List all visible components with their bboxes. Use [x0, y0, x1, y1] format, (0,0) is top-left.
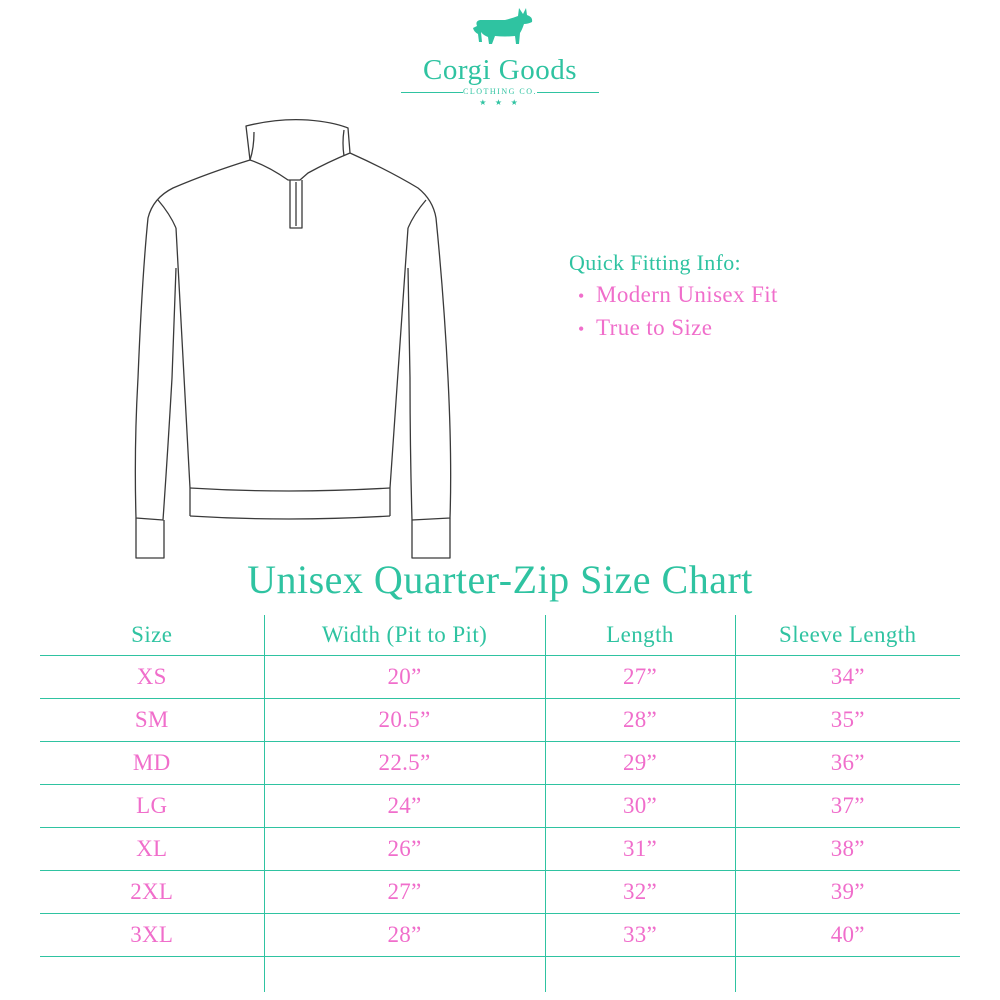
- cell-width: 22.5”: [264, 742, 545, 785]
- cell-width: 26”: [264, 828, 545, 871]
- cell-size: 2XL: [40, 871, 264, 914]
- corgi-icon: [395, 6, 605, 56]
- header-sleeve-length: Sleeve Length: [735, 615, 960, 656]
- header-length: Length: [545, 615, 735, 656]
- size-table: [40, 615, 960, 992]
- fit-list: [569, 282, 778, 341]
- cell-sleeve: 40”: [735, 914, 960, 957]
- brand-logo: [395, 6, 605, 108]
- header-width: Width (Pit to Pit): [264, 615, 545, 656]
- brand-rule-right: [537, 92, 599, 93]
- cell-length: 27”: [545, 656, 735, 699]
- cell-length: 30”: [545, 785, 735, 828]
- table-row: [40, 785, 960, 828]
- fit-item-true-to-size: • True to Size: [596, 315, 778, 341]
- cell-length: 29”: [545, 742, 735, 785]
- cell-sleeve: 38”: [735, 828, 960, 871]
- table-row: [40, 742, 960, 785]
- table-header-row: [40, 615, 960, 656]
- fit-item-modern-unisex: • Modern Unisex Fit: [596, 282, 778, 308]
- cell-length: 33”: [545, 914, 735, 957]
- cell-sleeve: 37”: [735, 785, 960, 828]
- cell-length: 32”: [545, 871, 735, 914]
- table-row: [40, 828, 960, 871]
- table-row: [40, 871, 960, 914]
- size-chart-title: Unisex Quarter-Zip Size Chart: [247, 557, 753, 602]
- cell-width: 24”: [264, 785, 545, 828]
- cell-length: 31”: [545, 828, 735, 871]
- brand-wordmark: Corgi Goods: [422, 54, 577, 86]
- cell-width: 20”: [264, 656, 545, 699]
- cell-size: SM: [40, 699, 264, 742]
- brand-subline: CLOTHING CO.: [463, 87, 537, 96]
- table-row: [40, 914, 960, 957]
- table-row: [40, 656, 960, 699]
- cell-sleeve: 36”: [735, 742, 960, 785]
- table-empty-row: [40, 957, 960, 993]
- brand-stars: ★ ★ ★: [479, 98, 521, 107]
- cell-length: 28”: [545, 699, 735, 742]
- header-size: Size: [40, 615, 264, 656]
- quarter-zip-illustration: [128, 118, 456, 564]
- cell-sleeve: 35”: [735, 699, 960, 742]
- cell-width: 20.5”: [264, 699, 545, 742]
- cell-sleeve: 34”: [735, 656, 960, 699]
- cell-size: 3XL: [40, 914, 264, 957]
- cell-size: LG: [40, 785, 264, 828]
- cell-size: XS: [40, 656, 264, 699]
- cell-sleeve: 39”: [735, 871, 960, 914]
- cell-size: XL: [40, 828, 264, 871]
- cell-width: 27”: [264, 871, 545, 914]
- cell-width: 28”: [264, 914, 545, 957]
- quick-fitting-info: [569, 250, 778, 348]
- cell-size: MD: [40, 742, 264, 785]
- table-row: [40, 699, 960, 742]
- fit-title: Quick Fitting Info:: [569, 250, 741, 275]
